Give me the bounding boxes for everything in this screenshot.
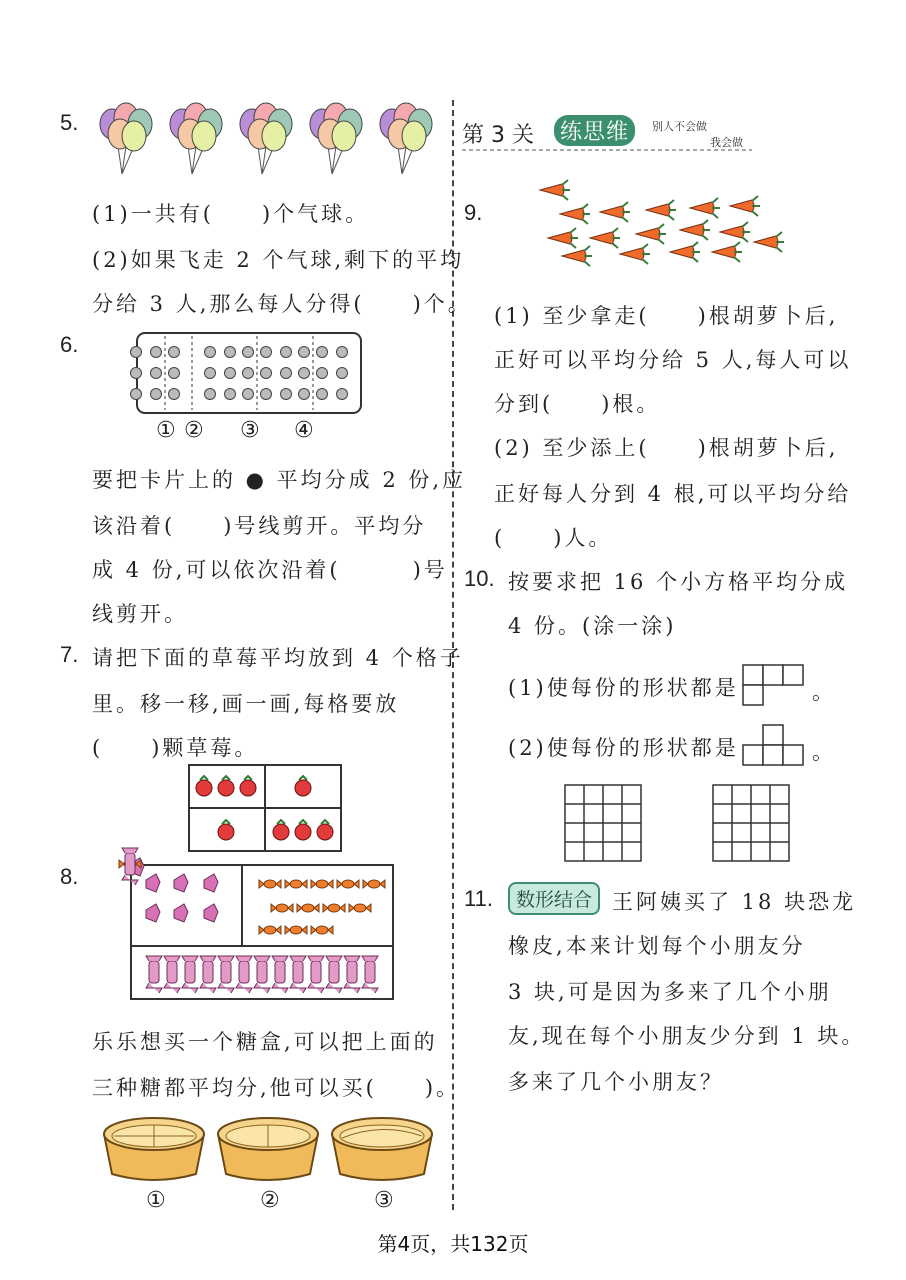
dot-card: [136, 332, 362, 414]
q11-line4: 友,现在每个小朋友少分到 1 块。: [508, 1024, 866, 1048]
cut-label-1: ①: [156, 418, 176, 443]
q7-number: 7.: [60, 642, 79, 667]
q5-line1: (1)一共有( )个气球。: [92, 202, 370, 226]
page-footer: 第4页，共132页: [377, 1232, 529, 1256]
q10-line4: (2)使每份的形状都是: [508, 736, 739, 760]
candy-bowls: [104, 1112, 444, 1192]
bowl-label-2: ②: [260, 1188, 280, 1213]
q7-line2: 里。移一移,画一画,每格要放: [92, 692, 400, 716]
q10-number: 10.: [464, 566, 495, 591]
candy-box-illustration: [130, 864, 394, 1000]
q11-line2: 橡皮,本来计划每个小朋友分: [508, 934, 806, 958]
q9-number: 9.: [464, 200, 483, 225]
q11-line5: 多来了几个小朋友？: [508, 1070, 724, 1094]
q6-line1: 要把卡片上的 ● 平均分成 2 份,应: [92, 468, 467, 492]
q10-period-1: 。: [812, 680, 836, 704]
q10-period-2: 。: [812, 740, 836, 764]
q9-line4: (2) 至少添上( )根胡萝卜后,: [494, 436, 839, 460]
q11-tag: 数形结合: [508, 882, 600, 915]
slogan-line2: 我会做: [710, 136, 743, 149]
q10-line1: 按要求把 16 个小方格平均分成: [508, 570, 849, 594]
bowl-label-3: ③: [374, 1188, 394, 1213]
q8-line2: 三种糖都平均分,他可以买( )。: [92, 1076, 461, 1100]
q10-line2: 4 份。(涂一涂): [508, 614, 677, 638]
q9-line3: 分到( )根。: [494, 392, 661, 416]
q6-line2: 该沿着( )号线剪开。平均分: [92, 514, 427, 538]
q6-number: 6.: [60, 332, 79, 357]
slogan-line1: 别人不会做: [652, 120, 707, 133]
strawberry-grid: [188, 764, 342, 852]
grid-4x4-a[interactable]: [564, 784, 644, 864]
q9-line2: 正好可以平均分给 5 人,每人可以: [494, 348, 852, 372]
q5-line2: (2)如果飞走 2 个气球,剩下的平均: [92, 248, 465, 272]
balloon-illustration: [96, 102, 446, 182]
q8-number: 8.: [60, 864, 79, 889]
q7-line1: 请把下面的草莓平均放到 4 个格子: [92, 646, 464, 670]
q10-line3: (1)使每份的形状都是: [508, 676, 739, 700]
q6-line4: 线剪开。: [92, 602, 188, 626]
carrot-illustration: [540, 190, 780, 270]
level-badge: 练思维: [554, 115, 635, 146]
cut-label-4: ④: [294, 418, 314, 443]
q6-line3: 成 4 份,可以依次沿着( )号: [92, 558, 448, 582]
q9-line6: ( )人。: [494, 526, 613, 550]
q8-line1: 乐乐想买一个糖盒,可以把上面的: [92, 1030, 438, 1054]
grid-4x4-b[interactable]: [712, 784, 792, 864]
bowl-label-1: ①: [146, 1188, 166, 1213]
cut-label-2: ②: [184, 418, 204, 443]
level-title: 第 3 关: [462, 123, 534, 148]
q11-number: 11.: [464, 886, 493, 911]
q11-line1: 王阿姨买了 18 块恐龙: [612, 890, 857, 914]
q7-line3: ( )颗草莓。: [92, 736, 259, 760]
q9-line5: 正好每人分到 4 根,可以平均分给: [494, 482, 852, 506]
q5-number: 5.: [60, 110, 79, 135]
q11-line3: 3 块,可是因为多来了几个小朋: [508, 980, 832, 1004]
q5-line3: 分给 3 人,那么每人分得( )个。: [92, 292, 472, 316]
cut-label-3: ③: [240, 418, 260, 443]
t-shape-icon: [742, 724, 806, 766]
header-dashed-rule: [462, 146, 762, 156]
l-shape-icon: [742, 664, 806, 706]
q9-line1: (1) 至少拿走( )根胡萝卜后,: [494, 304, 839, 328]
